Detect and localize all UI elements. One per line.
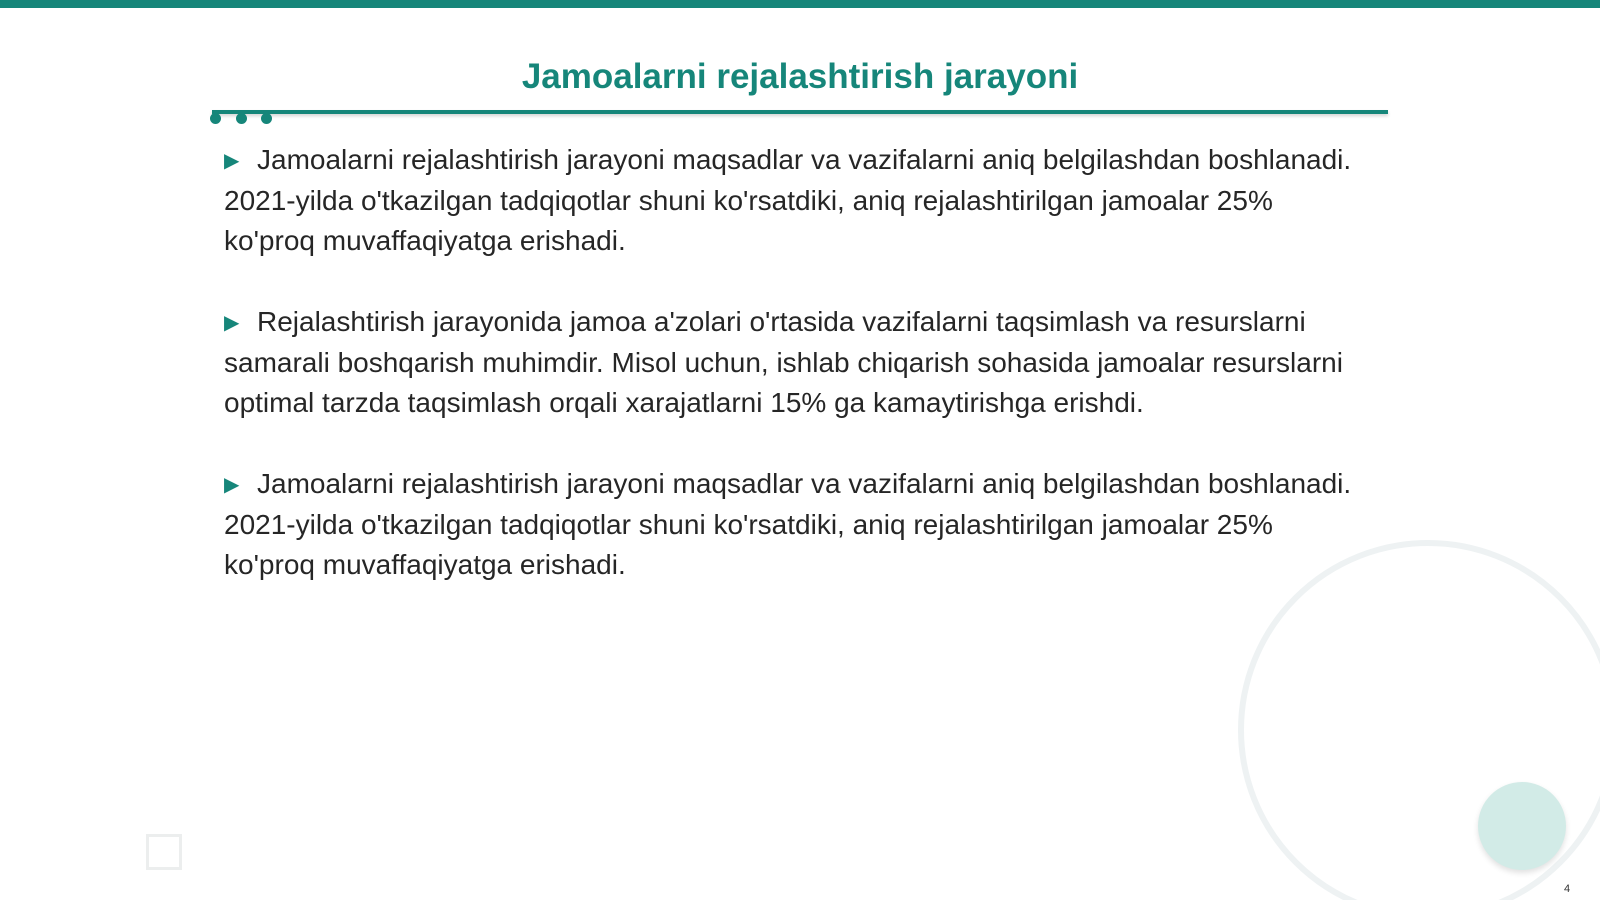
title-underline <box>212 110 1388 114</box>
page-number: 4 <box>1564 883 1571 895</box>
decorative-square <box>146 834 182 870</box>
triangle-bullet-icon: ▶ <box>224 312 240 334</box>
bullet-paragraph <box>224 302 1364 423</box>
bullet-paragraph <box>224 464 1364 585</box>
bullet-list <box>224 140 1364 626</box>
top-accent-bar <box>0 0 1600 8</box>
decorative-dot <box>261 113 272 124</box>
decorative-circle <box>1478 782 1566 870</box>
paragraph-text: Jamoalarni rejalashtirish jarayoni maqsadlar va vazifalarni aniq belgilashdan boshlanadi. 2021-yilda o'tkazilgan tadqiqotlar shuni ko'rsatdiki, aniq rejalashtirilgan jamoalar 25% ko'proq muvaffaqiyatga erishadi. <box>224 144 1352 256</box>
decorative-dot <box>210 113 221 124</box>
triangle-bullet-icon: ▶ <box>224 150 240 172</box>
bullet-paragraph <box>224 140 1364 261</box>
decorative-dot <box>236 113 247 124</box>
slide-title: Jamoalarni rejalashtirish jarayoni <box>521 57 1079 96</box>
triangle-bullet-icon: ▶ <box>224 474 240 496</box>
paragraph-text: Rejalashtirish jarayonida jamoa a'zolari o'rtasida vazifalarni taqsimlash va resurslarni samarali boshqarish muhimdir. Misol uchun, ishlab chiqarish sohasida jamoalar resurslarni optimal tarzda taqsimlash orqali xarajatlarni 15% ga kamaytirishga erishdi. <box>224 306 1343 418</box>
paragraph-text: Jamoalarni rejalashtirish jarayoni maqsadlar va vazifalarni aniq belgilashdan boshlanadi. 2021-yilda o'tkazilgan tadqiqotlar shuni ko'rsatdiki, aniq rejalashtirilgan jamoalar 25% ko'proq muvaffaqiyatga erishadi. <box>224 468 1352 580</box>
